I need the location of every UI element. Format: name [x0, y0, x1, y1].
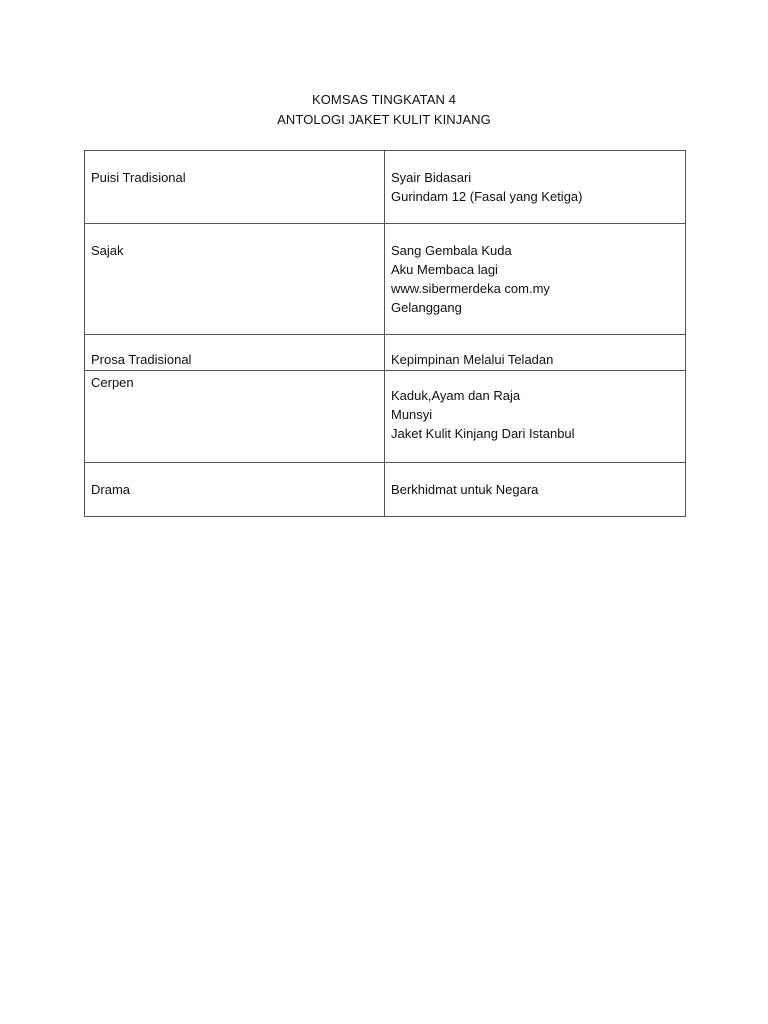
titles-cell	[385, 224, 686, 335]
genre-label: Puisi Tradisional	[91, 170, 186, 185]
title-line-2: ANTOLOGI JAKET KULIT KINJANG	[277, 112, 491, 127]
title-item: Munsyi	[391, 407, 433, 422]
titles-cell	[385, 463, 686, 517]
table-row	[85, 371, 686, 463]
document-title	[0, 90, 768, 130]
titles-cell	[385, 335, 686, 371]
title-item: Berkhidmat untuk Negara	[391, 482, 539, 497]
genre-label: Prosa Tradisional	[91, 352, 192, 367]
title-item: www.sibermerdeka com.my	[391, 281, 550, 296]
table-row	[85, 224, 686, 335]
title-line-1: KOMSAS TINGKATAN 4	[311, 92, 457, 107]
genre-cell	[85, 463, 385, 517]
table-row	[85, 463, 686, 517]
genre-cell	[85, 224, 385, 335]
table-row	[85, 335, 686, 371]
title-item: Jaket Kulit Kinjang Dari Istanbul	[391, 426, 575, 441]
genre-label: Cerpen	[91, 375, 134, 390]
genre-label: Drama	[91, 482, 131, 497]
table-row	[85, 151, 686, 224]
title-item: Gurindam 12 (Fasal yang Ketiga)	[391, 189, 583, 204]
komsas-table	[84, 150, 686, 517]
titles-cell	[385, 151, 686, 224]
title-item: Kaduk,Ayam dan Raja	[391, 388, 521, 403]
genre-cell	[85, 335, 385, 371]
title-item: Gelanggang	[391, 300, 462, 315]
titles-cell	[385, 371, 686, 463]
genre-label: Sajak	[91, 243, 124, 258]
title-item: Sang Gembala Kuda	[391, 243, 512, 258]
title-item: Syair Bidasari	[391, 170, 472, 185]
title-item: Aku Membaca lagi	[391, 262, 498, 277]
genre-cell	[85, 151, 385, 224]
genre-cell	[85, 371, 385, 463]
title-item: Kepimpinan Melalui Teladan	[391, 352, 554, 367]
